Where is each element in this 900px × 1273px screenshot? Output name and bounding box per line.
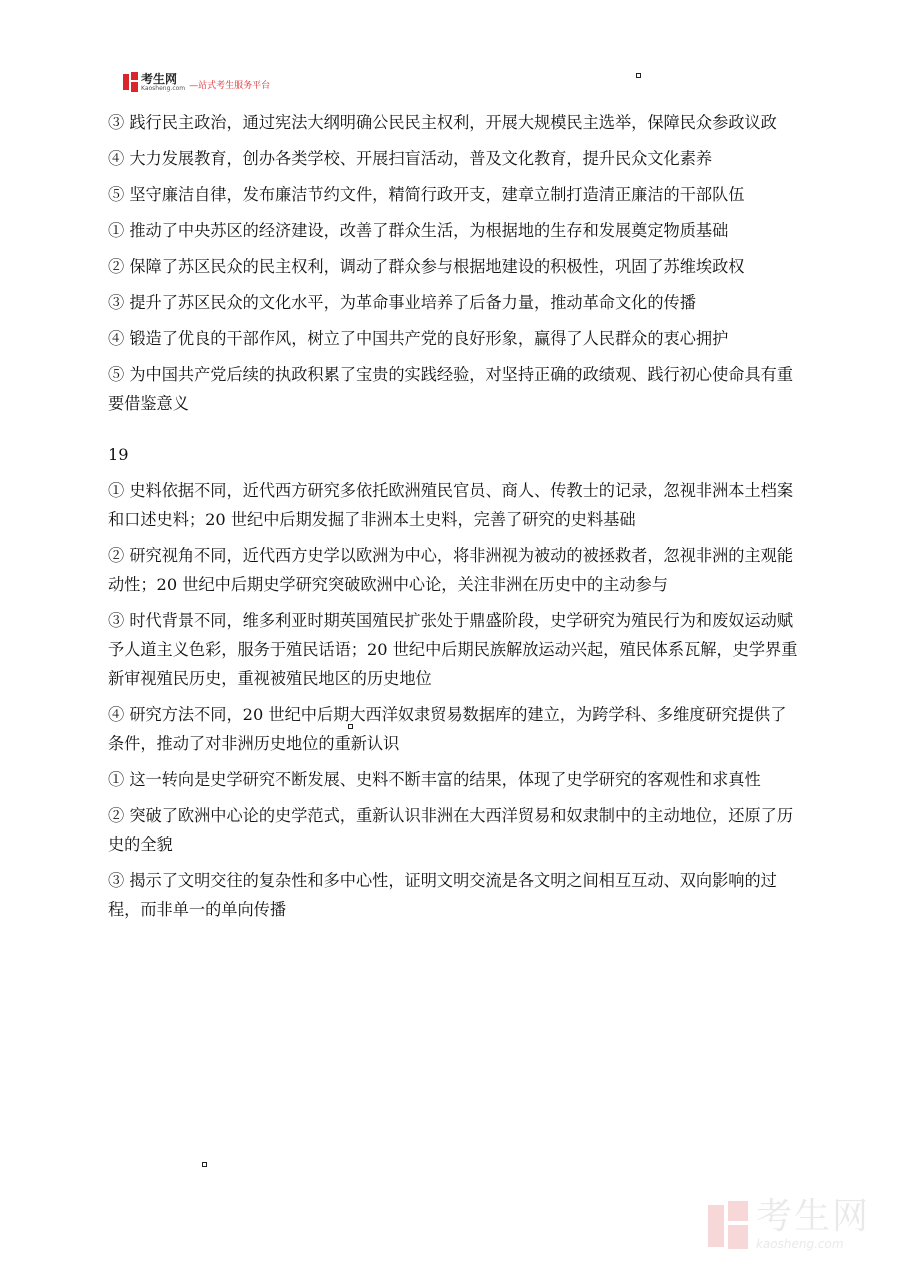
paragraph: ① 史料依据不同，近代西方研究多依托欧洲殖民官员、商人、传教士的记录，忽视非洲本土档案和口述史料；20 世纪中后期发掘了非洲本土史料，完善了研究的史料基础 bbox=[108, 481, 794, 529]
paragraph: ① 这一转向是史学研究不断发展、史料不断丰富的结果，体现了史学研究的客观性和求真性 bbox=[108, 770, 761, 789]
paragraph: ② 研究视角不同，近代西方史学以欧洲为中心，将非洲视为被动的被拯救者，忽视非洲的主观能动性；20 世纪中后期史学研究突破欧洲中心论，关注非洲在历史中的主动参与 bbox=[108, 546, 794, 594]
paragraph: ③ 提升了苏区民众的文化水平，为革命事业培养了后备力量，推动革命文化的传播 bbox=[108, 293, 696, 312]
logo-name: 考生网 bbox=[141, 71, 178, 86]
paragraph: ③ 践行民主政治，通过宪法大纲明确公民民主权利，开展大规模民主选举，保障民众参政议政 bbox=[108, 113, 777, 132]
question-number: 19 bbox=[108, 445, 129, 464]
marker-square-icon bbox=[636, 73, 641, 78]
marker-square-icon bbox=[202, 1162, 207, 1167]
document-body bbox=[108, 108, 798, 931]
paragraph: ④ 研究方法不同，20 世纪中后期大西洋奴隶贸易数据库的建立，为跨学科、多维度研究提供了条件，推动了对非洲历史地位的重新认识 bbox=[108, 705, 787, 753]
watermark-domain: kaosheng.com bbox=[755, 1237, 844, 1251]
paragraph: ① 推动了中央苏区的经济建设，改善了群众生活，为根据地的生存和发展奠定物质基础 bbox=[108, 221, 729, 240]
kaosheng-logo-icon bbox=[123, 72, 139, 92]
watermark-name: 考生网 bbox=[755, 1196, 870, 1237]
paragraph: ② 突破了欧洲中心论的史学范式，重新认识非洲在大西洋贸易和奴隶制中的主动地位，还原了历史的全貌 bbox=[108, 806, 794, 854]
paragraph: ④ 锻造了优良的干部作风，树立了中国共产党的良好形象，赢得了人民群众的衷心拥护 bbox=[108, 329, 729, 348]
logo-domain: Kaosheng.com bbox=[141, 84, 186, 92]
paragraph: ③ 时代背景不同，维多利亚时期英国殖民扩张处于鼎盛阶段，史学研究为殖民行为和废奴运动赋予人道主义色彩，服务于殖民话语；20 世纪中后期民族解放运动兴起，殖民体系瓦解，史学界重新审视殖民历史，重视被殖民地区的历史地位 bbox=[108, 611, 798, 688]
watermark-text bbox=[755, 1196, 870, 1251]
paragraph: ⑤ 坚守廉洁自律，发布廉洁节约文件，精简行政开支，建章立制打造清正廉洁的干部队伍 bbox=[108, 185, 745, 204]
paragraph: ⑤ 为中国共产党后续的执政积累了宝贵的实践经验，对坚持正确的政绩观、践行初心使命具有重要借鉴意义 bbox=[108, 365, 794, 413]
paragraph: ④ 大力发展教育，创办各类学校、开展扫盲活动，普及文化教育，提升民众文化素养 bbox=[108, 149, 713, 168]
watermark bbox=[708, 1196, 870, 1251]
logo-slogan: —站式考生服务平台 bbox=[189, 80, 271, 91]
paragraph: ② 保障了苏区民众的民主权利，调动了群众参与根据地建设的积极性，巩固了苏维埃政权 bbox=[108, 257, 745, 276]
logo-text bbox=[141, 73, 185, 92]
watermark-logo-icon bbox=[708, 1201, 750, 1249]
paragraph: ③ 揭示了文明交往的复杂性和多中心性，证明文明交流是各文明之间相互互动、双向影响的过程，而非单一的单向传播 bbox=[108, 871, 777, 919]
site-header bbox=[123, 70, 270, 94]
